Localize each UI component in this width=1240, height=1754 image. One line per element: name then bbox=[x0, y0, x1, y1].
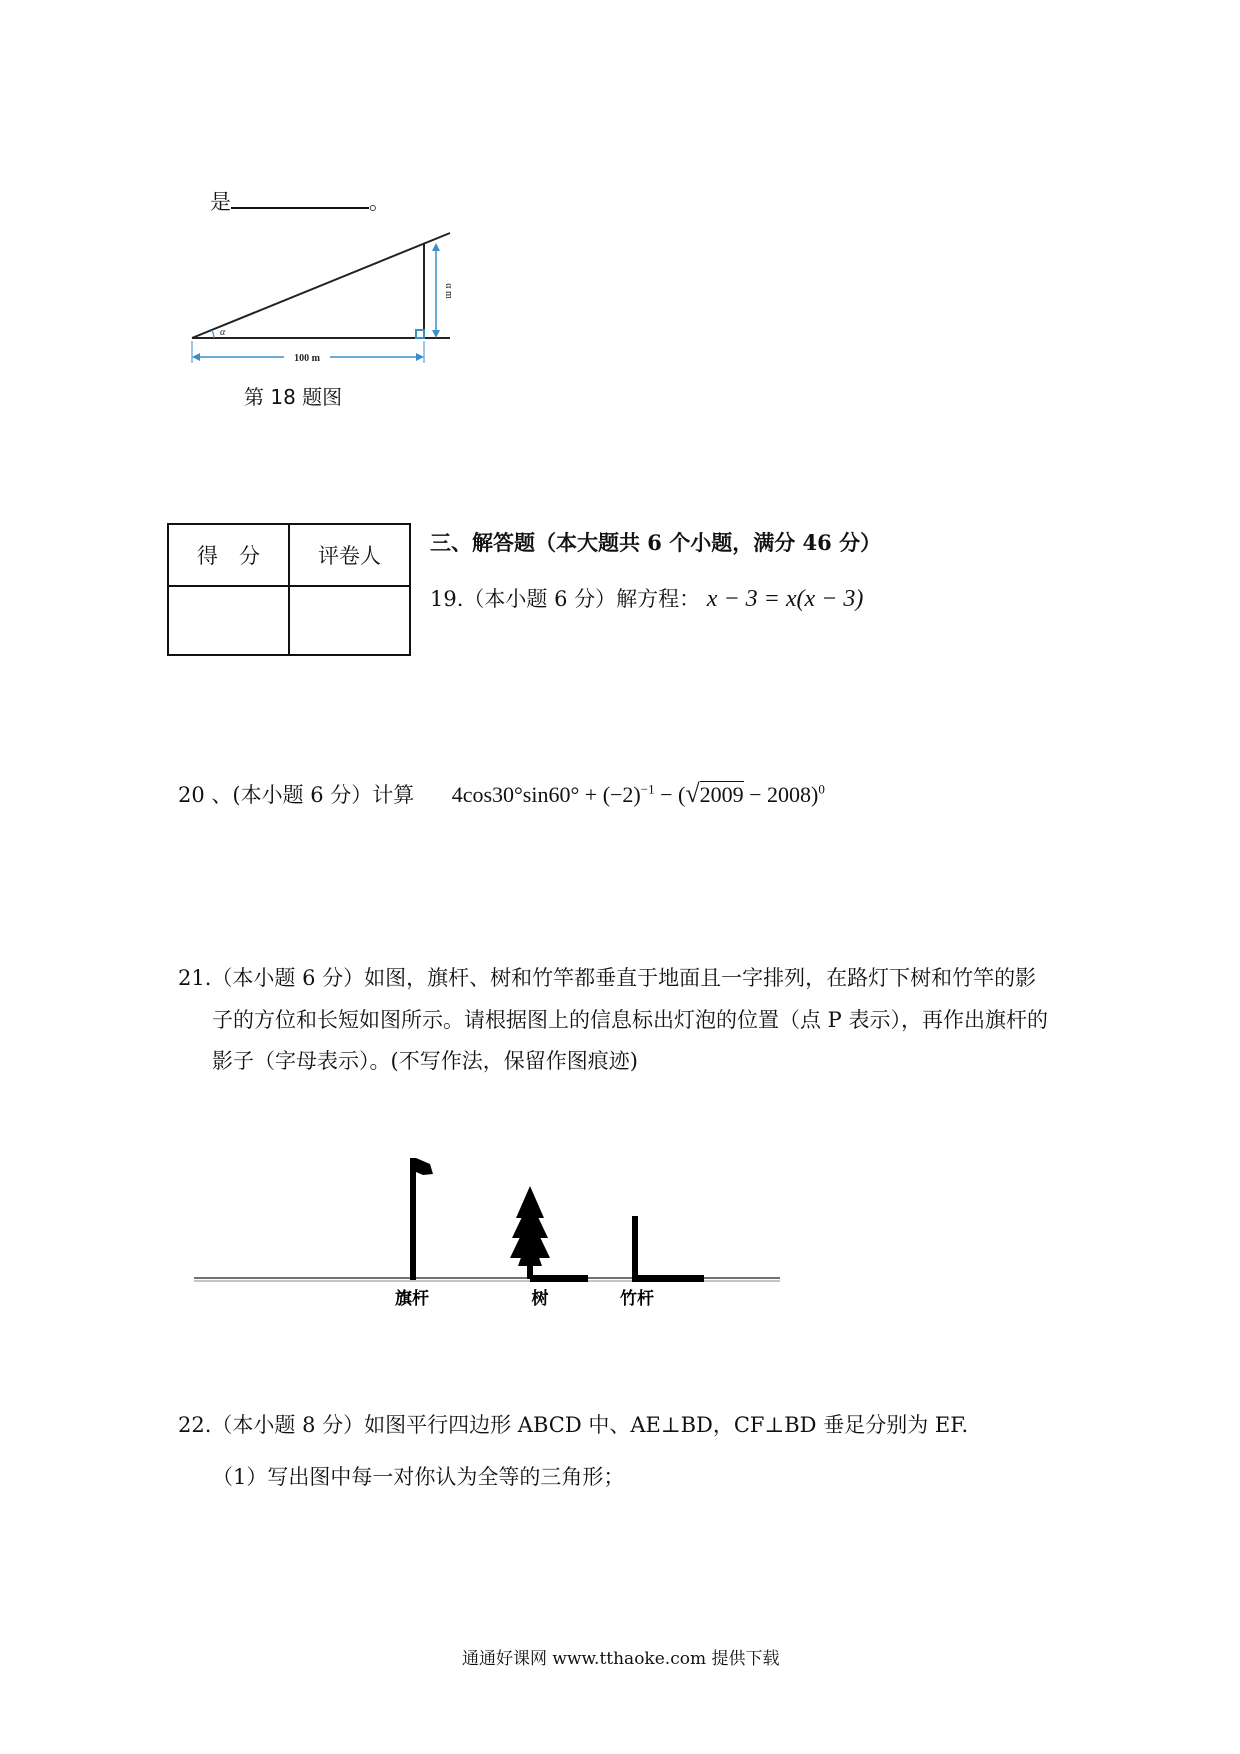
q18-base-label: 100 m bbox=[294, 353, 320, 364]
score-header: 得 分 bbox=[168, 524, 289, 586]
q18-blank bbox=[231, 189, 369, 209]
q18-hypotenuse bbox=[192, 233, 450, 338]
page-footer: 通通好课网 www.tthaoke.com 提供下载 bbox=[462, 1649, 780, 1669]
q20-expression: $4\cos 30^\circ\sin 60^\circ + (-2)^{-1} - (√2009 - 2008)^0$ bbox=[451, 779, 825, 808]
flag-icon bbox=[416, 1158, 433, 1175]
flagpole bbox=[410, 1158, 416, 1280]
q18-figure bbox=[180, 225, 460, 365]
q22-line-1: 22.（本小题 8 分）如图平行四边形 ABCD 中、AE⊥BD，CF⊥BD 垂足分别为 EF. bbox=[178, 1413, 969, 1437]
q18-angle-label: α bbox=[220, 327, 226, 338]
bamboo-shadow bbox=[632, 1275, 704, 1282]
q18-answer-line bbox=[210, 186, 390, 216]
q20-prefix: 20 、(本小题 6 分）计算 bbox=[178, 783, 415, 807]
q18-figure-caption: 第 18 题图 bbox=[244, 385, 343, 409]
q18-tail-text: 是 bbox=[210, 190, 231, 214]
q18-period: 。 bbox=[369, 190, 390, 214]
q21-line-2: 子的方位和长短如图所示。请根据图上的信息标出灯泡的位置（点 P 表示），再作出旗杆的 bbox=[212, 1008, 1048, 1032]
score-table bbox=[167, 523, 411, 656]
q21-line-3: 影子（字母表示）。(不写作法，保留作图痕迹) bbox=[212, 1049, 638, 1073]
section-three-heading: 三、解答题（本大题共 6 个小题，满分 46 分） bbox=[430, 530, 882, 555]
grader-cell[interactable] bbox=[289, 586, 410, 655]
q18-angle-arc bbox=[212, 330, 214, 338]
q19-prefix: 19.（本小题 6 分）解方程： bbox=[430, 587, 701, 611]
bamboo-label: 竹杆 bbox=[620, 1289, 654, 1308]
question-19 bbox=[430, 583, 863, 613]
tree-icon bbox=[510, 1186, 550, 1279]
q21-figure bbox=[190, 1148, 790, 1308]
q18-right-angle-mark bbox=[416, 330, 424, 338]
question-20 bbox=[178, 779, 825, 809]
tree-label: 树 bbox=[531, 1289, 549, 1308]
bamboo-pole bbox=[632, 1216, 638, 1280]
q21-line-1: 21.（本小题 6 分）如图，旗杆、树和竹竿都垂直于地面且一字排列，在路灯下树和竹竿的影 bbox=[178, 966, 1037, 990]
q19-equation: x − 3 = x(x − 3) bbox=[706, 586, 864, 612]
flagpole-label: 旗杆 bbox=[395, 1289, 429, 1308]
score-cell[interactable] bbox=[168, 586, 289, 655]
q22-line-2: （1）写出图中每一对你认为全等的三角形； bbox=[212, 1465, 625, 1489]
tree-shadow bbox=[530, 1275, 588, 1282]
q18-height-label: α m bbox=[443, 283, 454, 299]
grader-header: 评卷人 bbox=[289, 524, 410, 586]
